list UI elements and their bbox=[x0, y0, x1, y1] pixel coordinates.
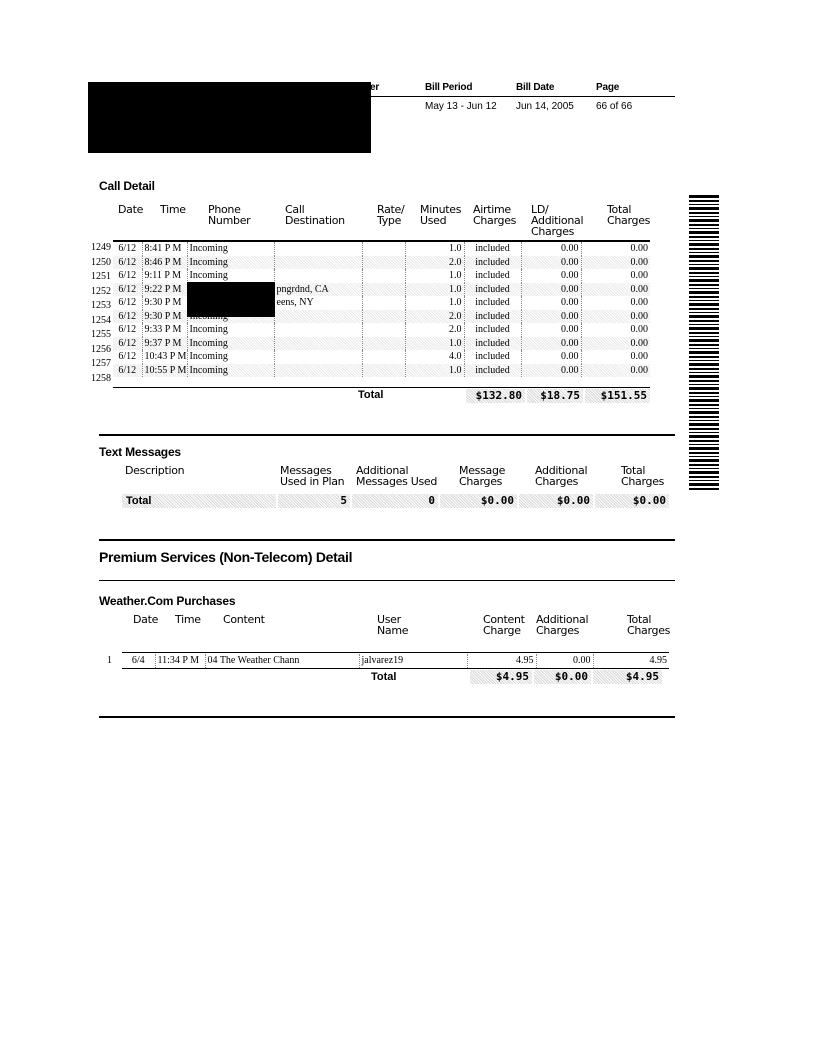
call-row-number: 1257 bbox=[91, 358, 111, 369]
tm-col-additional-charges: Additional Charges bbox=[535, 464, 588, 488]
tm-total-total: $0.00 bbox=[595, 494, 669, 508]
tm-col-additional-used: Additional Messages Used bbox=[356, 464, 438, 488]
call-cell-min: 1.0 bbox=[405, 364, 464, 378]
barcode-bar bbox=[689, 279, 719, 282]
ps-col-additional-charges: Additional Charges bbox=[536, 613, 589, 637]
call-cell-min: 2.0 bbox=[405, 256, 464, 270]
barcode-bar bbox=[689, 459, 719, 462]
section-rule-3 bbox=[99, 580, 675, 581]
barcode-bar bbox=[689, 452, 719, 454]
barcode-bar bbox=[689, 488, 719, 490]
call-row bbox=[113, 242, 650, 256]
premium-cell-charge: 4.95 bbox=[467, 654, 536, 668]
tm-total-additional: 0 bbox=[352, 494, 438, 508]
col-phone-number: Phone Number bbox=[208, 203, 251, 227]
call-cell-time: 10:43 P M bbox=[142, 350, 187, 364]
barcode-bar bbox=[689, 408, 719, 409]
call-cell-tot: 0.00 bbox=[630, 324, 648, 336]
ps-col-content: Content bbox=[223, 613, 265, 626]
tm-col-used-in-plan: Messages Used in Plan bbox=[280, 464, 345, 488]
col-ld-charges: LD/ Additional Charges bbox=[531, 203, 584, 238]
call-cell-date: 6/12 bbox=[113, 310, 142, 324]
call-row bbox=[113, 323, 650, 337]
barcode-bar bbox=[689, 411, 719, 414]
col-date: Date bbox=[118, 203, 144, 216]
barcode-graphic bbox=[689, 195, 719, 491]
barcode-bar bbox=[689, 468, 719, 469]
col-minutes-used: Minutes Used bbox=[420, 203, 462, 227]
barcode-bar bbox=[689, 351, 719, 354]
barcode-bar bbox=[689, 387, 719, 390]
tm-total-charges: $0.00 bbox=[440, 494, 517, 508]
redacted-phone-numbers bbox=[187, 282, 275, 317]
premium-top-rule bbox=[122, 652, 669, 653]
barcode-bar bbox=[689, 375, 719, 378]
call-cell-air: included bbox=[464, 296, 521, 310]
premium-total-additional: $0.00 bbox=[534, 670, 591, 684]
barcode-bar bbox=[689, 348, 719, 349]
call-cell-air: included bbox=[464, 242, 521, 256]
barcode-bar bbox=[689, 435, 719, 438]
call-cell-air: included bbox=[464, 364, 521, 378]
call-row bbox=[113, 269, 650, 283]
barcode-bar bbox=[689, 195, 719, 198]
barcode-bar bbox=[689, 480, 719, 481]
premium-total-charge: $4.95 bbox=[470, 670, 532, 684]
call-cell-date: 6/12 bbox=[113, 269, 142, 283]
call-cell-rate bbox=[362, 337, 405, 351]
ps-col-content-charge: Content Charge bbox=[483, 613, 525, 637]
call-cell-rate bbox=[362, 242, 405, 256]
call-cell-ld: 0.00 bbox=[521, 337, 581, 351]
call-cell-date: 6/12 bbox=[113, 242, 142, 256]
call-cell-phone: Incoming bbox=[187, 323, 274, 337]
call-total-total: $151.55 bbox=[585, 389, 650, 403]
call-cell-phone: Incoming bbox=[187, 364, 274, 378]
call-total-airtime: $132.80 bbox=[466, 389, 525, 403]
call-cell-ld: 0.00 bbox=[521, 310, 581, 324]
call-cell-dest bbox=[274, 269, 362, 283]
barcode-bar bbox=[689, 416, 719, 418]
call-cell-ld: 0.00 bbox=[521, 364, 581, 378]
call-cell-air: included bbox=[464, 310, 521, 324]
premium-row-number: 1 bbox=[107, 655, 112, 666]
call-cell-tot: 0.00 bbox=[581, 337, 650, 351]
call-cell-date: 6/12 bbox=[113, 337, 142, 351]
tm-col-total-charges: Total Charges bbox=[621, 464, 665, 488]
call-cell-dest bbox=[274, 337, 362, 351]
tm-total-label: Total bbox=[122, 494, 276, 508]
col-total-charges: Total Charges bbox=[607, 203, 651, 227]
call-cell-min: 4.0 bbox=[405, 350, 464, 364]
call-cell-dest bbox=[274, 323, 362, 337]
header-page-label: Page bbox=[596, 82, 620, 93]
call-cell-rate bbox=[362, 256, 405, 270]
call-cell-time: 8:41 P M bbox=[142, 242, 187, 256]
call-cell-phone: Incoming bbox=[187, 350, 274, 364]
barcode-bar bbox=[689, 399, 719, 402]
redacted-account-block bbox=[88, 82, 371, 153]
call-cell-tot: 0.00 bbox=[630, 243, 648, 255]
barcode-bar bbox=[689, 447, 719, 450]
call-cell-ld: 0.00 bbox=[521, 296, 581, 310]
barcode-bar bbox=[689, 200, 719, 202]
call-cell-time: 9:30 P M bbox=[142, 296, 187, 310]
barcode-bar bbox=[689, 303, 719, 306]
call-cell-dest bbox=[274, 242, 362, 256]
barcode-bar bbox=[689, 260, 719, 262]
call-row-number: 1249 bbox=[91, 242, 111, 253]
call-cell-air: included bbox=[464, 350, 521, 364]
header-bill-date-label: Bill Date bbox=[516, 82, 555, 93]
call-cell-air: included bbox=[464, 323, 521, 337]
barcode-bar bbox=[689, 420, 719, 421]
header-bill-date-value: Jun 14, 2005 bbox=[516, 101, 574, 112]
text-messages-title: Text Messages bbox=[99, 445, 181, 459]
barcode-bar bbox=[689, 240, 719, 241]
call-cell-time: 8:46 P M bbox=[142, 256, 187, 270]
call-detail-title: Call Detail bbox=[99, 179, 155, 193]
call-cell-ld: 0.00 bbox=[521, 256, 581, 270]
call-cell-rate bbox=[362, 283, 405, 297]
col-time: Time bbox=[160, 203, 186, 216]
barcode-bar bbox=[689, 392, 719, 394]
call-cell-tot: 0.00 bbox=[630, 351, 648, 363]
barcode-bar bbox=[689, 236, 719, 238]
barcode-bar bbox=[689, 255, 719, 258]
barcode-bar bbox=[689, 404, 719, 406]
call-row-number: 1258 bbox=[91, 372, 111, 384]
call-row-number: 1253 bbox=[91, 300, 111, 311]
call-cell-phone: Incoming bbox=[187, 269, 274, 283]
call-cell-ld: 0.00 bbox=[521, 350, 581, 364]
barcode-bar bbox=[689, 228, 719, 229]
barcode-bar bbox=[689, 264, 719, 265]
call-cell-rate bbox=[362, 364, 405, 378]
header-rule bbox=[371, 96, 675, 97]
premium-total-total: $4.95 bbox=[593, 670, 662, 684]
barcode-bar bbox=[689, 284, 719, 286]
call-cell-min: 2.0 bbox=[405, 323, 464, 337]
call-cell-date: 6/12 bbox=[113, 283, 142, 297]
premium-cell-date: 6/4 bbox=[122, 654, 155, 668]
barcode-bar bbox=[689, 252, 719, 253]
call-row-number: 1256 bbox=[91, 343, 111, 355]
call-cell-air: included bbox=[464, 337, 521, 351]
call-cell-dest: pngrdnd, CA bbox=[274, 283, 362, 297]
call-row-number: 1252 bbox=[91, 285, 111, 297]
barcode-bar bbox=[689, 471, 719, 474]
call-row bbox=[113, 256, 650, 270]
ps-col-total-charges: Total Charges bbox=[627, 613, 671, 637]
barcode-bar bbox=[689, 380, 719, 382]
barcode-bar bbox=[689, 476, 719, 478]
barcode-bar bbox=[689, 332, 719, 334]
call-row bbox=[113, 364, 650, 378]
call-detail-bottom-rule bbox=[113, 387, 650, 388]
call-total-ld: $18.75 bbox=[527, 389, 583, 403]
premium-bottom-rule bbox=[122, 668, 669, 669]
barcode-bar bbox=[689, 363, 719, 366]
barcode-bar bbox=[689, 267, 719, 270]
barcode-bar bbox=[689, 248, 719, 250]
barcode-bar bbox=[689, 276, 719, 277]
call-cell-time: 9:22 P M bbox=[142, 283, 187, 297]
premium-cell-add: 0.00 bbox=[536, 654, 593, 668]
col-airtime-charges: Airtime Charges bbox=[473, 203, 517, 227]
premium-table bbox=[122, 654, 669, 668]
call-cell-time: 10:55 P M bbox=[142, 364, 187, 378]
call-cell-tot: 0.00 bbox=[630, 270, 648, 282]
call-cell-dest bbox=[274, 310, 362, 324]
tm-col-message-charges: Message Charges bbox=[459, 464, 506, 488]
barcode-bar bbox=[689, 356, 719, 358]
barcode-bar bbox=[689, 216, 719, 217]
barcode-bar bbox=[689, 212, 719, 214]
premium-cell-tot: 4.95 bbox=[649, 655, 667, 667]
tm-total-used: 5 bbox=[278, 494, 350, 508]
barcode-bar bbox=[689, 291, 719, 294]
call-cell-tot: 0.00 bbox=[581, 256, 650, 270]
tm-col-description: Description bbox=[125, 464, 185, 477]
call-cell-ld: 0.00 bbox=[521, 323, 581, 337]
section-rule-4 bbox=[99, 716, 675, 718]
call-cell-ld: 0.00 bbox=[521, 242, 581, 256]
call-cell-time: 9:30 P M bbox=[142, 310, 187, 324]
barcode-bar bbox=[689, 428, 719, 430]
call-cell-phone: Incoming bbox=[187, 337, 274, 351]
barcode-bar bbox=[689, 444, 719, 445]
barcode-bar bbox=[689, 320, 719, 322]
barcode-bar bbox=[689, 308, 719, 310]
call-cell-air: included bbox=[464, 269, 521, 283]
barcode-bar bbox=[689, 312, 719, 313]
call-cell-date: 6/12 bbox=[113, 256, 142, 270]
call-row-number: 1250 bbox=[91, 256, 111, 268]
call-row-number: 1254 bbox=[91, 314, 111, 326]
call-cell-rate bbox=[362, 296, 405, 310]
barcode-bar bbox=[689, 396, 719, 397]
call-cell-dest: eens, NY bbox=[274, 296, 362, 310]
ps-col-date: Date bbox=[133, 613, 159, 626]
call-cell-air: included bbox=[464, 256, 521, 270]
call-cell-min: 1.0 bbox=[405, 242, 464, 256]
call-cell-dest bbox=[274, 350, 362, 364]
barcode-bar bbox=[689, 315, 719, 318]
premium-total-label: Total bbox=[371, 671, 397, 683]
call-total-label: Total bbox=[358, 389, 384, 401]
weather-purchases-title: Weather.Com Purchases bbox=[99, 594, 236, 608]
barcode-bar bbox=[689, 368, 719, 370]
call-cell-rate bbox=[362, 323, 405, 337]
call-cell-min: 1.0 bbox=[405, 269, 464, 283]
barcode-bar bbox=[689, 288, 719, 289]
call-cell-rate bbox=[362, 310, 405, 324]
barcode-bar bbox=[689, 372, 719, 373]
call-cell-phone: Incoming bbox=[187, 242, 274, 256]
barcode-bar bbox=[689, 204, 719, 205]
col-rate-type: Rate/ Type bbox=[377, 203, 405, 227]
call-cell-time: 9:37 P M bbox=[142, 337, 187, 351]
barcode-bar bbox=[689, 272, 719, 274]
call-cell-min: 1.0 bbox=[405, 337, 464, 351]
barcode-bar bbox=[689, 384, 719, 385]
section-rule-2 bbox=[99, 539, 675, 541]
call-cell-ld: 0.00 bbox=[521, 283, 581, 297]
call-cell-min: 2.0 bbox=[405, 310, 464, 324]
call-cell-tot: 0.00 bbox=[581, 283, 650, 297]
call-cell-min: 1.0 bbox=[405, 296, 464, 310]
call-row bbox=[113, 350, 650, 364]
barcode-bar bbox=[689, 464, 719, 466]
call-cell-air: included bbox=[464, 283, 521, 297]
call-cell-date: 6/12 bbox=[113, 350, 142, 364]
barcode-bar bbox=[689, 440, 719, 442]
barcode-bar bbox=[689, 231, 719, 234]
ps-col-user-name: User Name bbox=[377, 613, 409, 637]
call-cell-dest bbox=[274, 364, 362, 378]
call-cell-tot: 0.00 bbox=[630, 297, 648, 309]
barcode-bar bbox=[689, 336, 719, 337]
premium-cell-content: 04 The Weather Chann bbox=[205, 654, 359, 668]
call-row-number: 1251 bbox=[91, 271, 111, 282]
call-cell-min: 1.0 bbox=[405, 283, 464, 297]
call-cell-time: 9:11 P M bbox=[142, 269, 187, 283]
call-cell-time: 9:33 P M bbox=[142, 323, 187, 337]
barcode-bar bbox=[689, 224, 719, 226]
barcode-bar bbox=[689, 327, 719, 330]
barcode-bar bbox=[689, 324, 719, 325]
premium-row bbox=[122, 654, 669, 668]
call-cell-phone: Incoming bbox=[187, 256, 274, 270]
call-cell-date: 6/12 bbox=[113, 296, 142, 310]
premium-cell-time: 11:34 P M bbox=[155, 654, 205, 668]
barcode-bar bbox=[689, 300, 719, 301]
ps-col-time: Time bbox=[175, 613, 201, 626]
header-bill-period-value: May 13 - Jun 12 bbox=[425, 101, 497, 112]
barcode-bar bbox=[689, 423, 719, 426]
call-cell-dest bbox=[274, 256, 362, 270]
barcode-bar bbox=[689, 432, 719, 433]
call-cell-date: 6/12 bbox=[113, 364, 142, 378]
barcode-bar bbox=[689, 296, 719, 298]
barcode-bar bbox=[689, 456, 719, 457]
barcode-bar bbox=[689, 243, 719, 246]
barcode-bar bbox=[689, 360, 719, 361]
premium-title: Premium Services (Non-Telecom) Detail bbox=[99, 549, 353, 565]
header-member-label: er bbox=[370, 82, 380, 93]
tm-total-additional-charges: $0.00 bbox=[519, 494, 593, 508]
call-cell-tot: 0.00 bbox=[581, 310, 650, 324]
section-rule-1 bbox=[99, 434, 675, 436]
premium-cell-user: jalvarez19 bbox=[359, 654, 467, 668]
call-row bbox=[113, 337, 650, 351]
call-cell-rate bbox=[362, 269, 405, 283]
barcode-bar bbox=[689, 483, 719, 486]
header-page-value: 66 of 66 bbox=[596, 101, 633, 112]
col-call-destination: Call Destination bbox=[285, 203, 345, 227]
call-cell-rate bbox=[362, 350, 405, 364]
barcode-bar bbox=[689, 339, 719, 342]
header-bill-period-label: Bill Period bbox=[425, 82, 473, 93]
barcode-bar bbox=[689, 207, 719, 210]
call-row-number: 1255 bbox=[91, 329, 111, 340]
barcode-bar bbox=[689, 219, 719, 222]
call-cell-tot: 0.00 bbox=[581, 364, 650, 378]
call-cell-date: 6/12 bbox=[113, 323, 142, 337]
barcode-bar bbox=[689, 344, 719, 346]
call-cell-ld: 0.00 bbox=[521, 269, 581, 283]
